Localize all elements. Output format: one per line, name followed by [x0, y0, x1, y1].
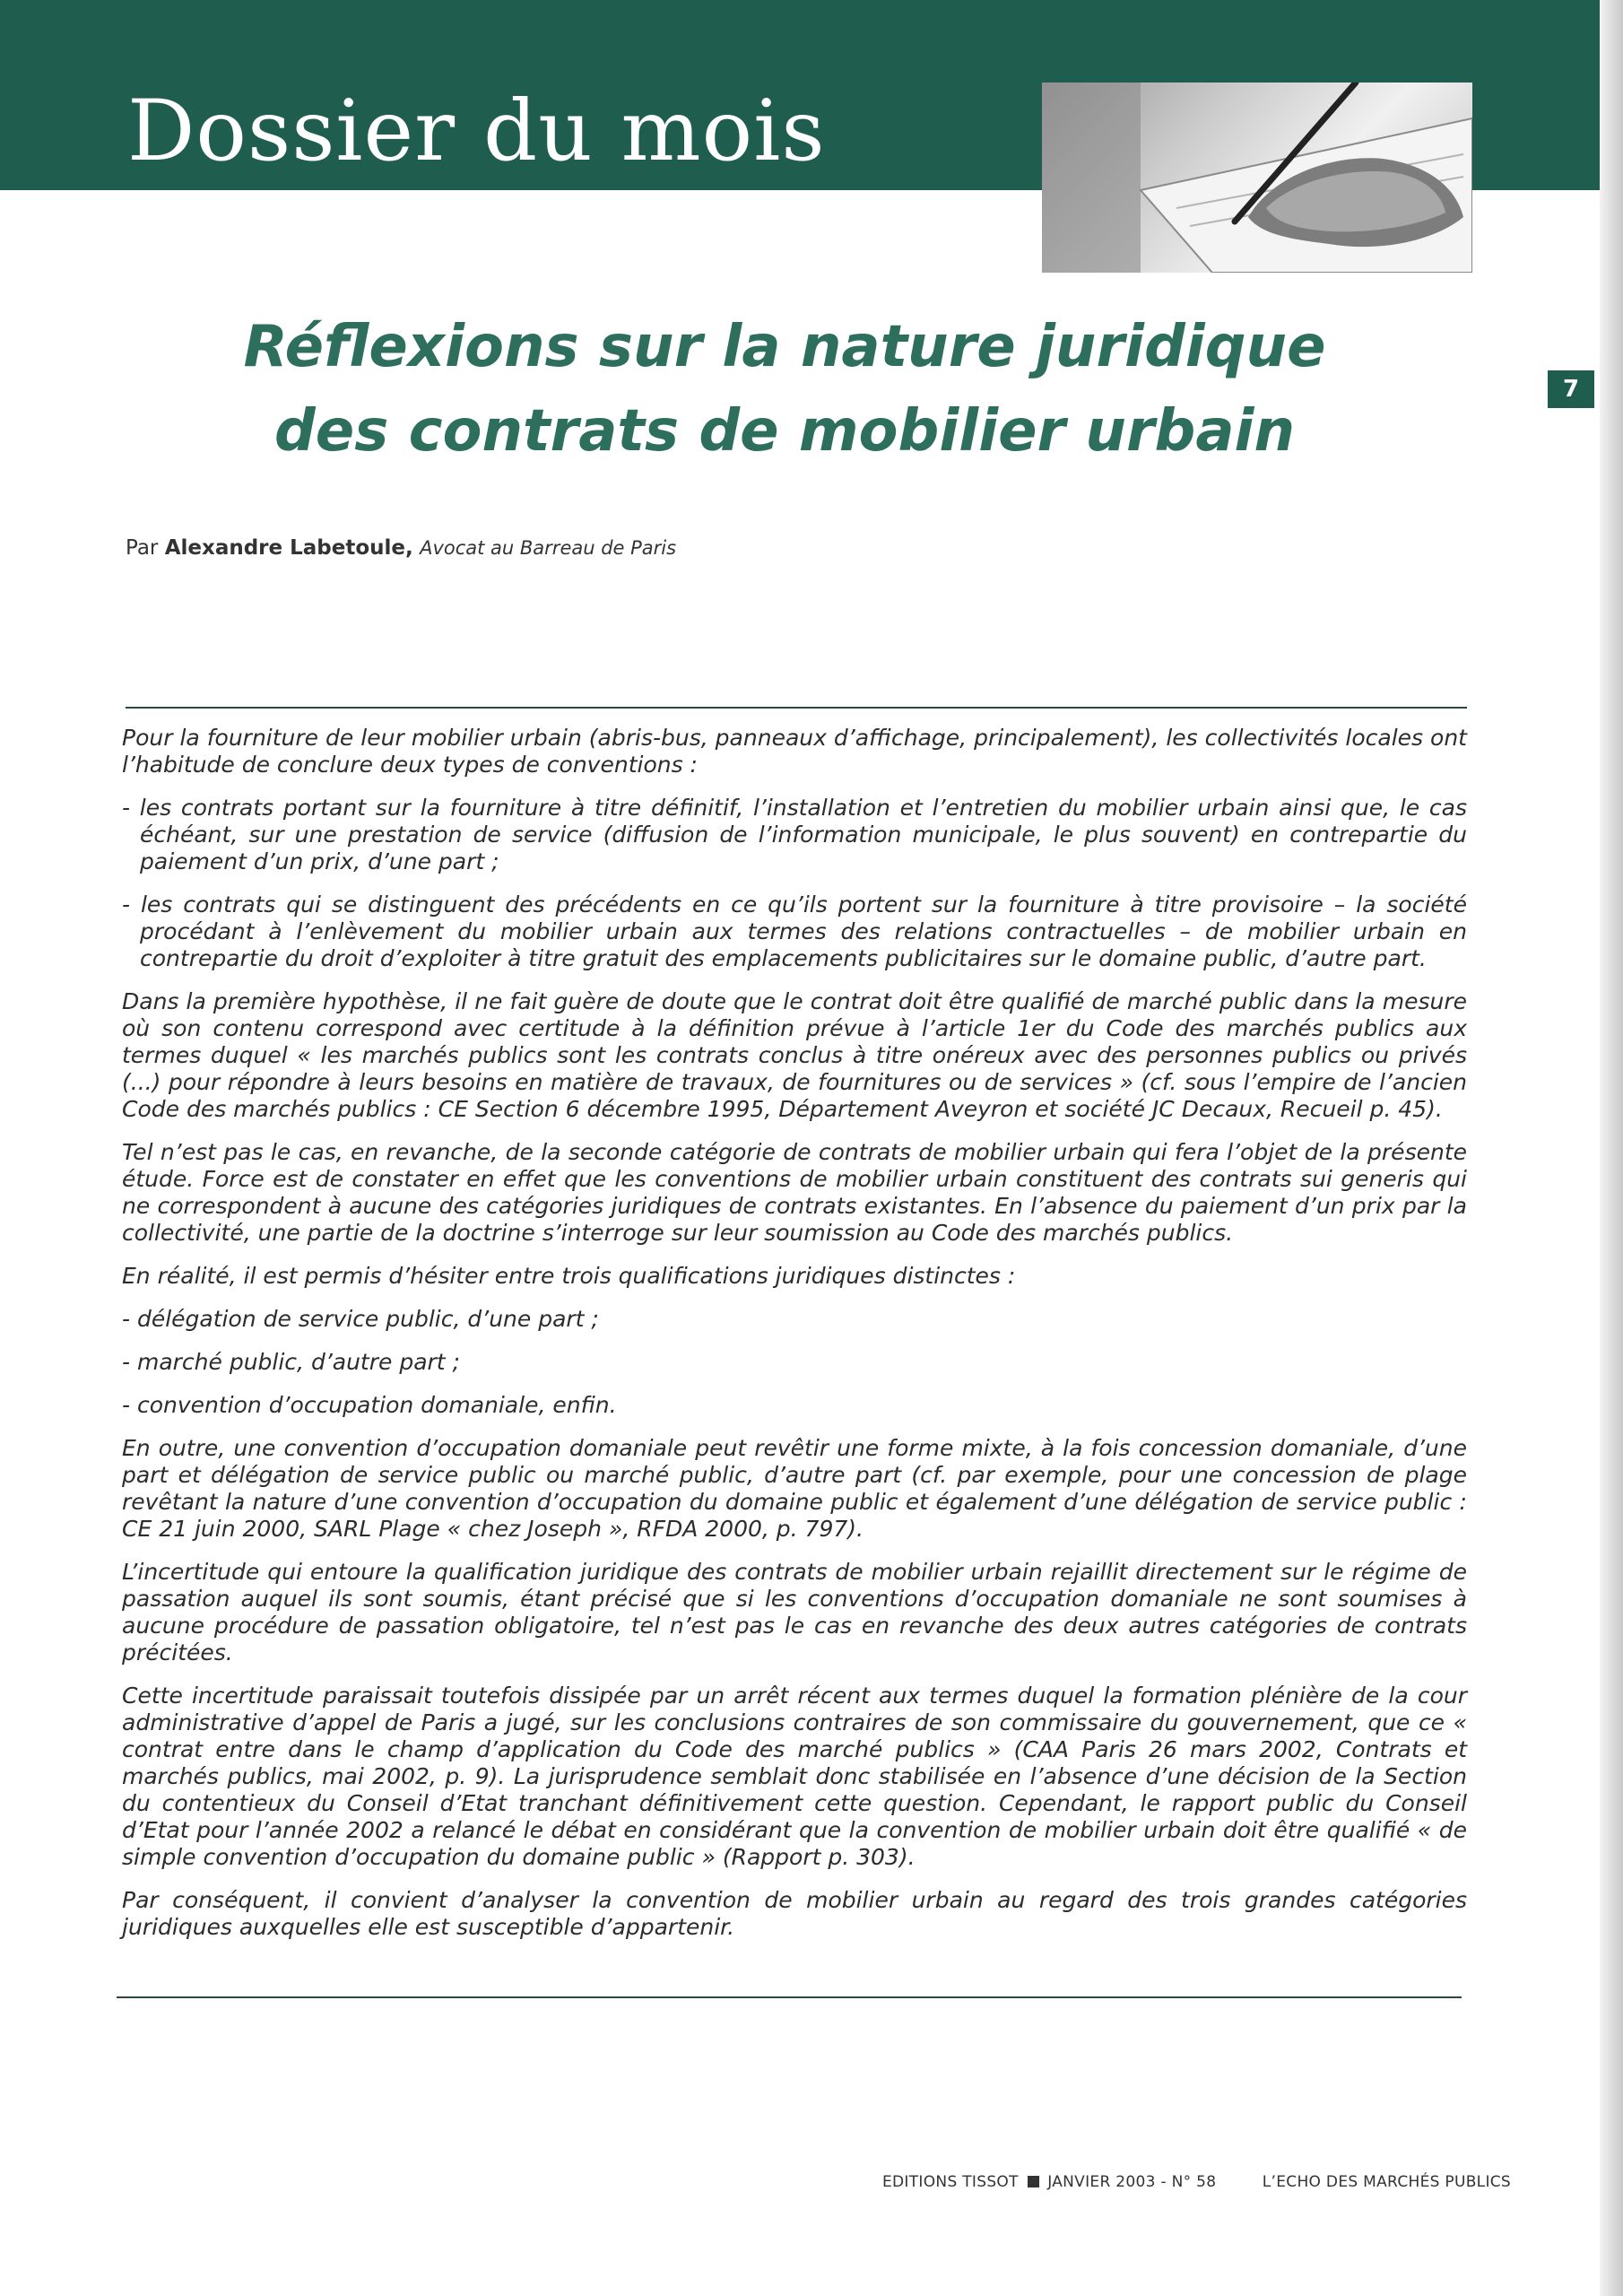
list-item: - les contrats portant sur la fourniture à titre définitif, l’installation et l’entretien du mobilier urbain ainsi que, le cas échéant, sur une prestation de service (diffusion de l’information municipale, le plus souvent) en contrepartie du paiement d’un prix, d’une part ; [122, 795, 1467, 874]
list-item: - convention d’occupation domaniale, enfin. [122, 1392, 617, 1418]
paragraph-conclusion: Par conséquent, il convient d’analyser la convention de mobilier urbain au regard des trois grandes catégories juridiques auxquelles elle est susceptible d’appartenir. [122, 1887, 1467, 1940]
footer-publisher: EDITIONS TISSOT [882, 2173, 1019, 2191]
page-footer [882, 2173, 1511, 2191]
square-bullet-icon [1028, 2176, 1039, 2187]
author-role: Avocat au Barreau de Paris [420, 537, 677, 559]
paragraph: Cette incertitude paraissait toutefois dissipée par un arrêt récent aux termes duquel la formation plénière de la cour administrative d’appel de Paris a jugé, sur les conclusions contraires de son commissaire du gouvernement, que ce « contrat entre dans le champ d’application du Code des marché publics » (CAA Paris 26 mars 2002, Contrats et marchés publics, mai 2002, p. 9). La jurisprudence semblait donc stabilisée en l’absence d’une décision de la Section du contentieux du Conseil d’Etat tranchant définitivement cette question. Cependant, le rapport public du Conseil d’Etat pour l’année 2002 a relancé le débat en considérant que la convention de mobilier urbain doit être qualifié « de simple convention d’occupation du domaine public » (Rapport p. 303). [122, 1683, 1467, 1870]
paragraph: En réalité, il est permis d’hésiter entre trois qualifications juridiques distinctes : [122, 1263, 1016, 1289]
footer-date-issue: JANVIER 2003 - N° 58 [1047, 2173, 1217, 2191]
footer-publication: L’ECHO DES MARCHÉS PUBLICS [1262, 2173, 1512, 2191]
hand-writing-photo [1042, 83, 1472, 273]
list-item: - marché public, d’autre part ; [122, 1349, 460, 1375]
article-body [122, 725, 1467, 1957]
paragraph: Dans la première hypothèse, il ne fait guère de doute que le contrat doit être qualifié de marché public dans la mesure où son contenu correspond avec certitude à la définition prévue à l’article 1er du Code des marchés publics aux termes duquel « les marchés publics sont les contrats conclus à titre onéreux avec des personnes publics ou privés (...) pour répondre à leurs besoins en matière de travaux, de fournitures ou de services » (cf. sous l’empire de l’ancien Code des marchés publics : CE Section 6 décembre 1995, Département Aveyron et société JC Decaux, Recueil p. 45). [122, 988, 1467, 1122]
byline [126, 536, 676, 560]
paragraph-intro: Pour la fourniture de leur mobilier urbain (abris-bus, panneaux d’affichage, principalement), les collectivités locales ont l’habitude de conclure deux types de conventions : [122, 725, 1467, 778]
article-title-line-1: Réflexions sur la nature juridique [243, 314, 1326, 380]
top-divider [126, 707, 1467, 709]
list-item: - délégation de service public, d’une part ; [122, 1306, 599, 1332]
article-title [126, 305, 1444, 474]
bottom-divider [117, 1996, 1462, 1998]
author-name: Alexandre Labetoule, [164, 536, 413, 560]
byline-prefix: Par [126, 536, 159, 560]
list-item: - les contrats qui se distinguent des précédents en ce qu’ils portent sur la fourniture à titre provisoire – la société procédant à l’enlèvement du mobilier urbain aux termes des relations contractuelles – de mobilier urbain en contrepartie du droit d’exploiter à titre gratuit des emplacements publicitaires sur le domaine public, d’autre part. [122, 891, 1467, 971]
page-number: 7 [1548, 370, 1594, 408]
paragraph: L’incertitude qui entoure la qualification juridique des contrats de mobilier urbain rejaillit directement sur le régime de passation auquel ils sont soumis, étant précisé que si les conventions d’occupation domaniale ne sont soumises à aucune procédure de passation obligatoire, tel n’est pas le cas en revanche des deux autres catégories de contrats précitées. [122, 1559, 1467, 1665]
section-title: Dossier du mois [127, 83, 826, 180]
page-edge-shadow [1600, 0, 1623, 2296]
paragraph: Tel n’est pas le cas, en revanche, de la seconde catégorie de contrats de mobilier urbain qui fera l’objet de la présente étude. Force est de constater en effet que les conventions de mobilier urbain constituent des contrats sui generis qui ne correspondent à aucune des catégories juridiques de contrats existantes. En l’absence du paiement d’un prix par la collectivité, une partie de la doctrine s’interroge sur leur soumission au Code des marchés publics. [122, 1139, 1467, 1246]
paragraph: En outre, une convention d’occupation domaniale peut revêtir une forme mixte, à la fois concession domaniale, d’une part et délégation de service public ou marché public, d’autre part (cf. par exemple, pour une concession de plage revêtant la nature d’une convention d’occupation du domaine public et également d’une délégation de service public : CE 21 juin 2000, SARL Plage « chez Joseph », RFDA 2000, p. 797). [122, 1435, 1467, 1542]
article-title-line-2: des contrats de mobilier urbain [273, 398, 1296, 465]
